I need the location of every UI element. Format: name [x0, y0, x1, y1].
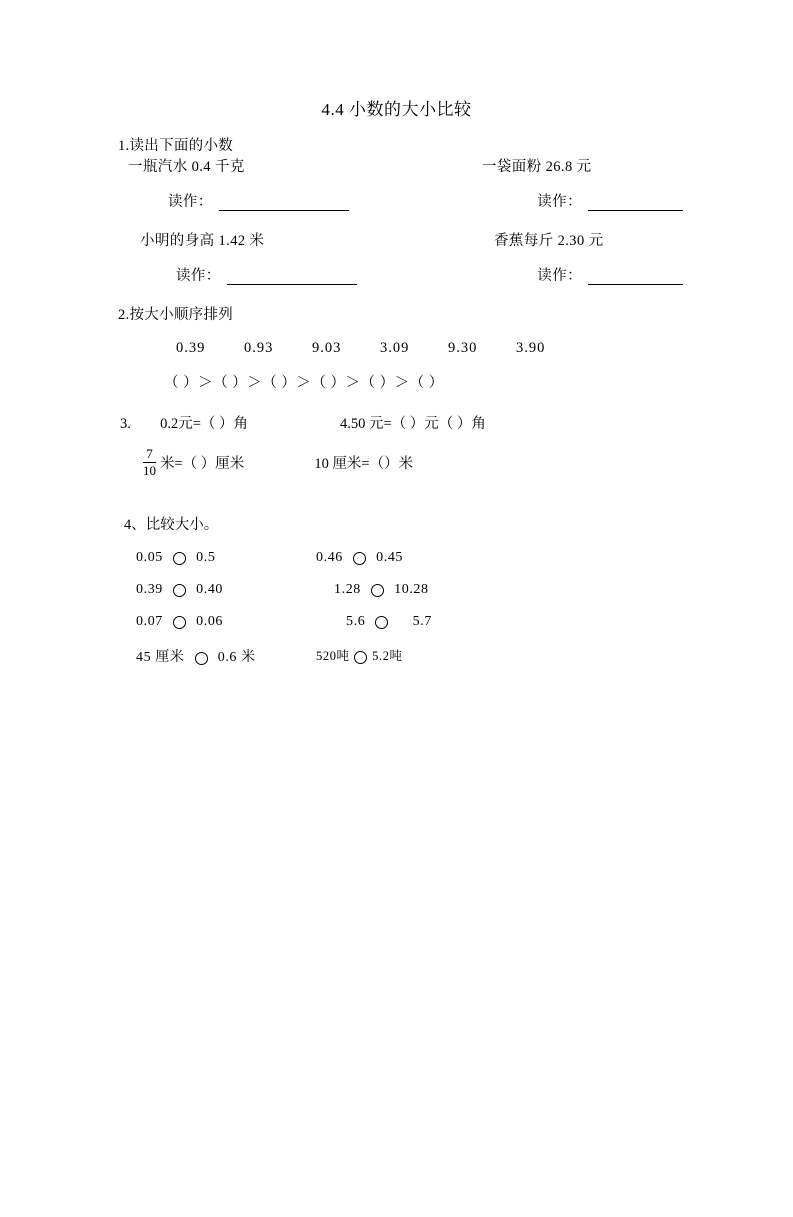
- circle-blank-icon[interactable]: [353, 552, 366, 565]
- compare-4-right: 10.28: [394, 582, 429, 598]
- circle-blank-icon[interactable]: [173, 616, 186, 629]
- q3-item-d[interactable]: 10 厘米=（）米: [314, 455, 414, 472]
- circle-blank-icon[interactable]: [371, 584, 384, 597]
- circle-blank-icon[interactable]: [375, 616, 388, 629]
- q1-item-1-answer-blank[interactable]: [219, 197, 349, 211]
- compare-4-left: 1.28: [334, 582, 361, 598]
- compare-7-right: 0.6 米: [217, 650, 256, 666]
- compare-pair-5[interactable]: [136, 614, 316, 630]
- compare-6-left: 5.6: [346, 614, 366, 630]
- question-3-label: 3.: [120, 416, 131, 432]
- circle-blank-icon[interactable]: [173, 552, 186, 565]
- compare-row-3: [118, 614, 683, 630]
- compare-8-right: 5.2吨: [372, 649, 403, 664]
- question-3-block: [0, 412, 793, 477]
- question-3-row-1: [118, 412, 683, 433]
- q1-item-1-text: 一瓶汽水 0.4 千克: [128, 159, 245, 175]
- q1-item-2-answer-blank[interactable]: [588, 197, 683, 211]
- compare-1-left: 0.05: [136, 550, 163, 566]
- circle-blank-icon[interactable]: [354, 651, 367, 664]
- compare-pair-3[interactable]: [136, 582, 316, 598]
- q1-item-4-text: 香蕉每斤 2.30 元: [494, 233, 604, 249]
- circle-blank-icon[interactable]: [195, 652, 208, 665]
- compare-pair-1[interactable]: [136, 550, 316, 566]
- question-2-label: 2.按大小顺序排列: [118, 307, 234, 323]
- compare-row-1: [118, 550, 683, 566]
- question-1-answer-row-1: [118, 190, 683, 211]
- question-2-numbers: [118, 340, 683, 357]
- compare-3-left: 0.39: [136, 582, 163, 598]
- compare-pair-2[interactable]: [316, 550, 403, 566]
- q1-item-1-read-label: 读作：: [168, 194, 213, 210]
- compare-pair-4[interactable]: [316, 582, 429, 598]
- compare-6-right: 5.7: [412, 614, 432, 630]
- q2-number-3: 9.03: [312, 340, 342, 356]
- q1-item-2-read-label: 读作：: [537, 194, 582, 210]
- q1-item-2-text: 一袋面粉 26.8 元: [482, 159, 592, 175]
- question-3-label-and-item-a: [118, 412, 340, 433]
- question-1-row-1: [118, 155, 683, 176]
- q2-number-4: 3.09: [380, 340, 410, 356]
- compare-row-2: [118, 582, 683, 598]
- q1-item-3-read-label: 读作：: [176, 268, 221, 284]
- page-title: 4.4 小数的大小比较: [321, 100, 472, 119]
- compare-2-left: 0.46: [316, 550, 343, 566]
- q3-item-b[interactable]: 4.50 元=（ ）元（ ）角: [340, 416, 486, 432]
- question-1-row-2: [118, 229, 683, 250]
- q3-item-a[interactable]: 0.2元=（ ）角: [160, 416, 249, 432]
- compare-pair-8[interactable]: [316, 646, 403, 666]
- q2-number-2: 0.93: [244, 340, 274, 356]
- compare-5-right: 0.06: [196, 614, 224, 630]
- q1-item-3-text: 小明的身高 1.42 米: [140, 233, 265, 249]
- compare-pair-7[interactable]: [136, 646, 316, 666]
- compare-1-right: 0.5: [196, 550, 216, 566]
- q1-item-3-answer-blank[interactable]: [227, 271, 357, 285]
- compare-5-left: 0.07: [136, 614, 163, 630]
- question-2-answer-line[interactable]: （ ）＞（ ）＞（ ）＞（ ）＞（ ）＞（ ）: [164, 375, 444, 391]
- q1-item-4-answer-blank[interactable]: [588, 271, 683, 285]
- compare-8-left: 520吨: [316, 649, 350, 664]
- fraction-numerator: 7: [143, 447, 156, 463]
- question-1-label: 1.读出下面的小数: [118, 138, 234, 154]
- question-4-label: 4、比较大小。: [124, 517, 219, 534]
- fraction-seven-tenths: [140, 447, 159, 477]
- circle-blank-icon[interactable]: [173, 584, 186, 597]
- question-1-answer-row-2: [118, 264, 683, 285]
- compare-row-4: [118, 646, 683, 666]
- compare-3-right: 0.40: [196, 582, 224, 598]
- fraction-denominator: 10: [143, 462, 156, 478]
- q1-item-4-read-label: 读作：: [537, 268, 582, 284]
- q2-number-1: 0.39: [176, 340, 206, 356]
- question-4-block: [0, 513, 793, 666]
- q3-item-c-tail[interactable]: 米=（ ）厘米: [160, 455, 245, 472]
- question-2-block: [0, 303, 793, 392]
- question-1-block: [0, 134, 793, 285]
- worksheet-page: [0, 95, 793, 1217]
- question-3-row-2: [118, 447, 683, 477]
- compare-7-left: 45 厘米: [136, 650, 185, 666]
- compare-2-right: 0.45: [376, 550, 404, 566]
- compare-pair-6[interactable]: [316, 614, 432, 630]
- q2-number-6: 3.90: [516, 340, 546, 356]
- q2-number-5: 9.30: [448, 340, 478, 356]
